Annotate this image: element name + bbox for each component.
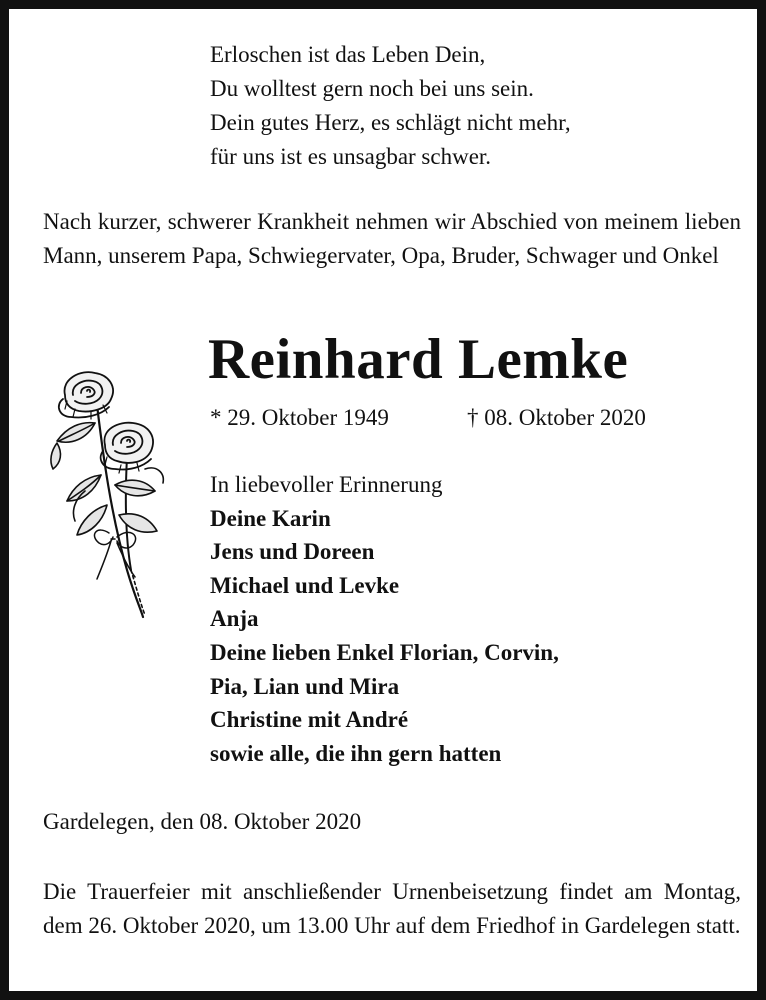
mourner-name: Pia, Lian und Mira (210, 673, 400, 699)
death-date: † 08. Oktober 2020 (467, 405, 646, 430)
mourners-list (210, 468, 559, 770)
poem-line: Du wolltest gern noch bei uns sein. (210, 76, 534, 101)
poem-line: für uns ist es unsagbar schwer. (210, 144, 492, 169)
mourners-heading: In liebevoller Erinnerung (210, 472, 443, 497)
poem-line: Erloschen ist das Leben Dein, (210, 42, 486, 67)
mourner-name: Anja (210, 606, 259, 632)
mourner-name: sowie alle, die ihn gern hatten (210, 740, 502, 766)
mourner-name: Christine mit André (210, 707, 409, 733)
birth-date: * 29. Oktober 1949 (210, 405, 389, 430)
mourner-name: Jens und Doreen (210, 539, 375, 565)
intro-text: Nach kurzer, schwerer Krankheit nehmen wir Abschied von meinem lieben Mann, unserem Papa, Schwiegervater, Opa, Bruder, Schwager und Onkel (43, 209, 741, 268)
rose-icon (45, 365, 171, 623)
mourner-name: Deine lieben Enkel Florian, Corvin, (210, 639, 559, 665)
deceased-name: Reinhard Lemke (208, 328, 629, 391)
mourner-name: Deine Karin (210, 505, 331, 531)
poem (210, 38, 571, 174)
place-date: Gardelegen, den 08. Oktober 2020 (43, 809, 362, 834)
mourner-name: Michael und Levke (210, 572, 400, 598)
funeral-info: Die Trauerfeier mit anschließender Urnenbeisetzung findet am Montag, dem 26. Oktober 2020, um 13.00 Uhr auf dem Friedhof in Gardelegen statt. (43, 879, 741, 938)
poem-line: Dein gutes Herz, es schlägt nicht mehr, (210, 110, 571, 135)
